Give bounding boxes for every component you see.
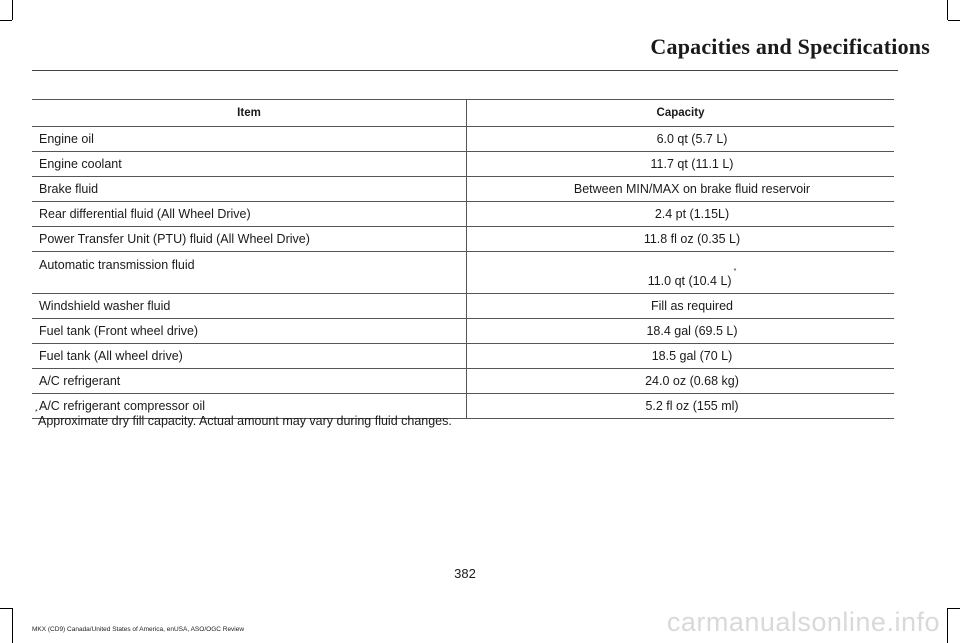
row-capacity: 2.4 pt (1.15L) xyxy=(467,202,895,227)
row-capacity: 18.5 gal (70 L) xyxy=(467,344,895,369)
crop-mark-top-right-h xyxy=(948,20,960,21)
footnote xyxy=(35,409,452,428)
crop-mark-bottom-right-h xyxy=(948,608,960,609)
table-row xyxy=(32,202,894,227)
crop-mark-top-right-v xyxy=(947,0,948,20)
table-row xyxy=(32,344,894,369)
row-item: Fuel tank (All wheel drive) xyxy=(32,344,467,369)
table-row xyxy=(32,369,894,394)
table-row xyxy=(32,177,894,202)
table-row xyxy=(32,252,894,294)
row-capacity: 24.0 oz (0.68 kg) xyxy=(467,369,895,394)
row-item: Engine coolant xyxy=(32,152,467,177)
row-capacity-cell xyxy=(467,252,895,294)
row-capacity: 5.2 fl oz (155 ml) xyxy=(467,394,895,419)
footnote-text: Approximate dry fill capacity. Actual amount may vary during fluid changes. xyxy=(38,414,452,428)
row-item: Engine oil xyxy=(32,127,467,152)
row-item: Windshield washer fluid xyxy=(32,294,467,319)
footnote-reference: * xyxy=(733,268,737,275)
crop-mark-top-left-v xyxy=(12,0,13,20)
watermark-logo: carmanualsonline.info xyxy=(666,607,940,637)
row-capacity: 11.0 qt (10.4 L) xyxy=(647,274,732,288)
row-capacity: Fill as required xyxy=(467,294,895,319)
footnote-mark: * xyxy=(35,409,38,416)
crop-mark-top-left-h xyxy=(0,20,12,21)
table-row xyxy=(32,227,894,252)
page-number: 382 xyxy=(454,566,476,581)
table-row xyxy=(32,127,894,152)
crop-mark-bottom-left-h xyxy=(0,608,12,609)
row-capacity: 11.8 fl oz (0.35 L) xyxy=(467,227,895,252)
row-capacity: Between MIN/MAX on brake fluid reservoir xyxy=(467,177,895,202)
table-row xyxy=(32,294,894,319)
capacities-table xyxy=(32,99,894,419)
row-item: Fuel tank (Front wheel drive) xyxy=(32,319,467,344)
row-capacity: 18.4 gal (69.5 L) xyxy=(467,319,895,344)
row-item: Rear differential fluid (All Wheel Drive) xyxy=(32,202,467,227)
row-capacity: 11.7 qt (11.1 L) xyxy=(467,152,895,177)
row-item: Automatic transmission fluid xyxy=(32,252,467,294)
header-capacity: Capacity xyxy=(467,100,895,127)
header-item: Item xyxy=(32,100,467,127)
footer-document-info: MKX (CD9) Canada/United States of America, enUSA, ASO/OGC Review xyxy=(32,626,245,633)
row-item: A/C refrigerant xyxy=(32,369,467,394)
title-rule xyxy=(32,70,898,71)
page-title: Capacities and Specifications xyxy=(650,34,930,59)
row-item: Brake fluid xyxy=(32,177,467,202)
table-header-row xyxy=(32,100,894,127)
row-item: Power Transfer Unit (PTU) fluid (All Wheel Drive) xyxy=(32,227,467,252)
row-capacity: 6.0 qt (5.7 L) xyxy=(467,127,895,152)
crop-mark-bottom-right-v xyxy=(947,608,948,643)
table-row xyxy=(32,152,894,177)
table-row xyxy=(32,319,894,344)
row-item: A/C refrigerant compressor oil xyxy=(32,394,467,419)
crop-mark-bottom-left-v xyxy=(12,608,13,643)
